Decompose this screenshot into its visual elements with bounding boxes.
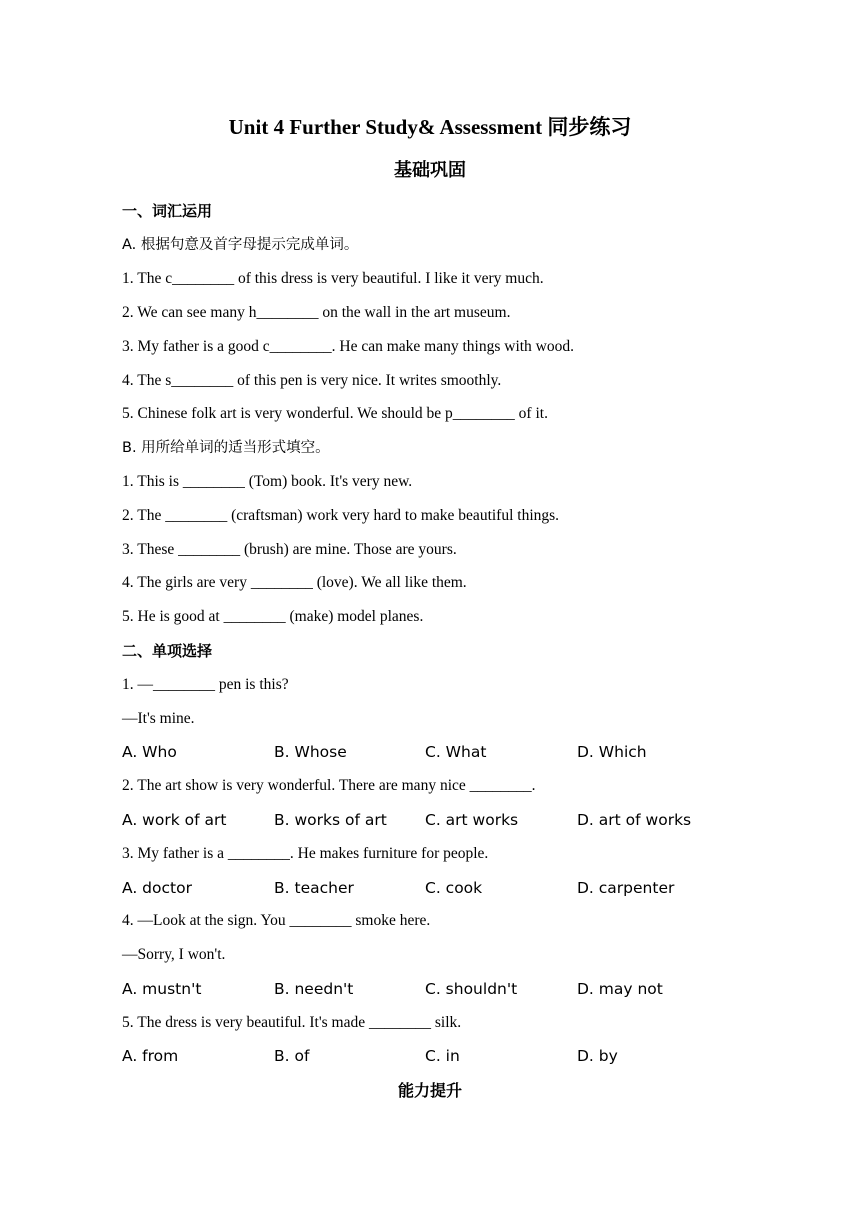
question-1-option-c: C. What (425, 743, 487, 761)
question-4-option-c: C. shouldn't (425, 980, 518, 998)
question-4-option-a: A. mustn't (122, 980, 202, 998)
question-1-option-b: B. Whose (274, 743, 347, 761)
question-4-option-b: B. needn't (274, 980, 354, 998)
part-b-item-5: 5. He is good at ________ (make) model planes. (122, 608, 424, 625)
part-a-item-1: 1. The c________ of this dress is very beautiful. I like it very much. (122, 270, 544, 287)
question-3-stem: 3. My father is a ________. He makes furniture for people. (122, 845, 489, 862)
question-2-option-c: C. art works (425, 811, 519, 829)
part-a-instruction: A. 根据句意及首字母提示完成单词。 (122, 237, 359, 253)
part-a-item-3: 3. My father is a good c________. He can make many things with wood. (122, 338, 574, 355)
part-a-item-2: 2. We can see many h________ on the wall in the art museum. (122, 304, 511, 321)
question-5-option-d: D. by (577, 1047, 618, 1065)
part-a-item-4: 4. The s________ of this pen is very nice. It writes smoothly. (122, 372, 502, 389)
question-4-stem: 4. —Look at the sign. You ________ smoke here. (122, 912, 431, 929)
question-1-option-d: D. Which (577, 743, 647, 761)
section-advanced-title: 能力提升 (397, 1081, 462, 1100)
question-2-stem: 2. The art show is very wonderful. There are many nice ________. (122, 777, 536, 794)
section-basic-title: 基础巩固 (394, 160, 466, 181)
question-1-reply: —It's mine. (122, 710, 195, 727)
question-2-option-b: B. works of art (274, 811, 387, 829)
question-1-option-a: A. Who (122, 743, 177, 761)
part-b-item-2: 2. The ________ (craftsman) work very hard to make beautiful things. (122, 507, 560, 524)
question-2-option-a: A. work of art (122, 811, 227, 829)
question-1-stem: 1. —________ pen is this? (122, 676, 289, 693)
part-b-instruction: B. 用所给单词的适当形式填空。 (122, 440, 330, 456)
question-5-stem: 5. The dress is very beautiful. It's made ________ silk. (122, 1014, 462, 1031)
part1-heading: 一、词汇运用 (122, 202, 213, 220)
question-3-option-b: B. teacher (274, 879, 354, 897)
question-5-option-a: A. from (122, 1047, 179, 1065)
question-3-option-c: C. cook (425, 879, 483, 897)
part-b-item-3: 3. These ________ (brush) are mine. Those are yours. (122, 541, 457, 558)
question-5-option-c: C. in (425, 1047, 460, 1065)
question-3-option-d: D. carpenter (577, 879, 675, 897)
question-3-option-a: A. doctor (122, 879, 192, 897)
part-b-item-4: 4. The girls are very ________ (love). We all like them. (122, 574, 467, 591)
part-a-item-5: 5. Chinese folk art is very wonderful. We should be p________ of it. (122, 405, 548, 422)
part-b-item-1: 1. This is ________ (Tom) book. It's very new. (122, 473, 413, 490)
question-5-option-b: B. of (274, 1047, 310, 1065)
question-2-option-d: D. art of works (577, 811, 692, 829)
part2-heading: 二、单项选择 (122, 642, 213, 660)
question-4-option-d: D. may not (577, 980, 663, 998)
question-4-reply: —Sorry, I won't. (122, 946, 226, 963)
document-title: Unit 4 Further Study& Assessment 同步练习 (228, 115, 632, 139)
